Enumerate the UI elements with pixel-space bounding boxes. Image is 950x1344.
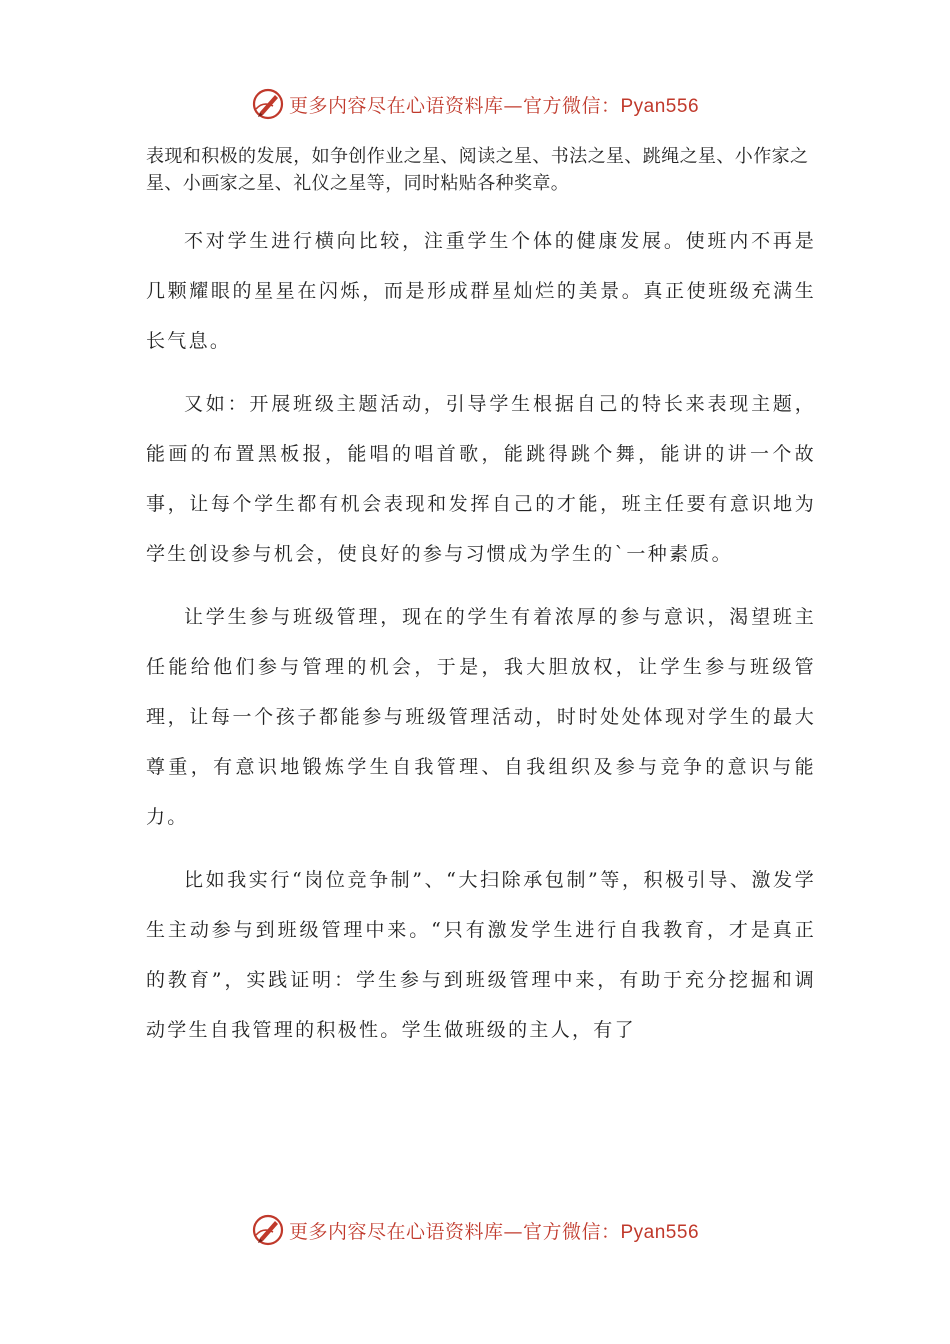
document-body (146, 143, 816, 1068)
paragraph-3: 又如：开展班级主题活动，引导学生根据自己的特长来表现主题，能画的布置黑板报，能唱的唱首歌，能跳得跳个舞，能讲的讲一个故事，让每个学生都有机会表现和发挥自己的才能，班主任要有意识地为学生创设参与机会，使良好的参与习惯成为学生的`一种素质。 (146, 393, 816, 565)
header-banner-wechat-id: Pyan556 (620, 95, 700, 117)
footer-banner-separator: — (503, 1220, 523, 1243)
header-banner (0, 84, 950, 124)
footer-banner-text (289, 1217, 699, 1244)
header-banner-text (289, 91, 699, 118)
pen-logo-icon (251, 87, 285, 121)
footer-banner-wechat-id: Pyan556 (620, 1221, 700, 1243)
paragraph-1: 表现和积极的发展，如争创作业之星、阅读之星、书法之星、跳绳之星、小作家之星、小画家之星、礼仪之星等，同时粘贴各种奖章。 (146, 146, 809, 194)
pen-logo-icon (251, 1213, 285, 1247)
paragraph-2: 不对学生进行横向比较，注重学生个体的健康发展。使班内不再是几颗耀眼的星星在闪烁，而是形成群星灿烂的美景。真正使班级充满生长气息。 (146, 230, 816, 352)
header-banner-main: 更多内容尽在心语资料库 (288, 94, 504, 117)
paragraph-4: 让学生参与班级管理，现在的学生有着浓厚的参与意识，渴望班主任能给他们参与管理的机会，于是，我大胆放权，让学生参与班级管理，让每一个孩子都能参与班级管理活动，时时处处体现对学生的最大尊重，有意识地锻炼学生自我管理、自我组织及参与竞争的意识与能力。 (146, 606, 816, 828)
footer-banner-main: 更多内容尽在心语资料库 (288, 1220, 504, 1243)
paragraph-5: 比如我实行“岗位竞争制”、“大扫除承包制”等，积极引导、激发学生主动参与到班级管理中来。“只有激发学生进行自我教育，才是真正的教育”，实践证明：学生参与到班级管理中来，有助于充分挖掘和调动学生自我管理的积极性。学生做班级的主人，有了 (146, 869, 816, 1041)
header-banner-separator: — (503, 94, 523, 117)
header-banner-label: 官方微信： (522, 94, 621, 117)
footer-banner-label: 官方微信： (522, 1220, 621, 1243)
footer-banner (0, 1210, 950, 1250)
